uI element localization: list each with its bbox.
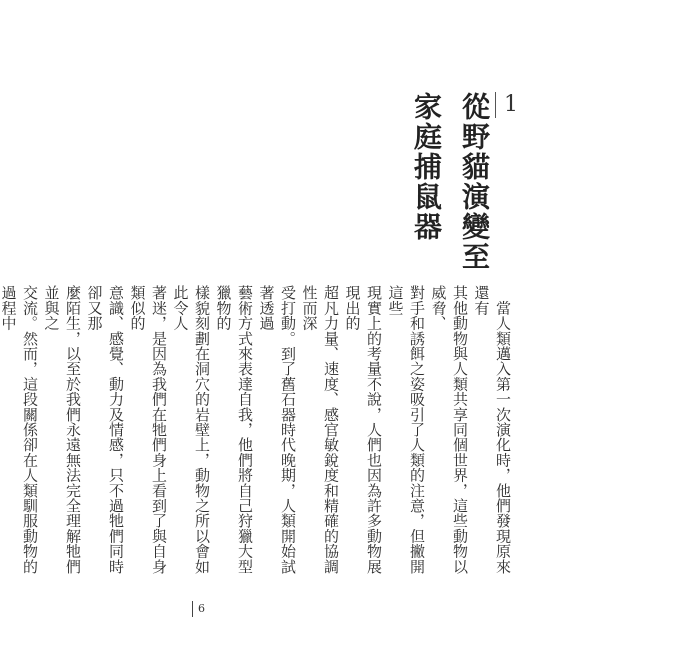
- body-paragraph: [0, 285, 513, 585]
- body-column: 當人類邁入第一次演化時，他們發現原來還有: [472, 285, 512, 574]
- body-column: 受打動。到了舊石器時代晚期，人類開始試著透過: [257, 285, 297, 574]
- body-column: 交流。然而，這段關係卻在人類馴服動物的過程中: [0, 285, 39, 574]
- body-column: 著迷，是因為我們在牠們身上看到了與自身類似的: [128, 285, 168, 574]
- body-column: 意識、感覺、動力及情感，只不過牠們同時卻又那: [85, 285, 125, 574]
- body-column: 其他動物與人類共享同個世界，這些動物以威脅、: [429, 285, 469, 574]
- page-number-rule: [192, 601, 193, 617]
- body-column: 現實上的考量不說，人們也因為許多動物展現出的: [343, 285, 383, 574]
- chapter-title-line-2: 家庭捕鼠器: [410, 92, 443, 242]
- body-column: 對手和誘餌之姿吸引了人類的注意，但撇開這些: [386, 285, 426, 574]
- page-number: 6: [198, 602, 205, 615]
- body-column: 樣貌刻劃在洞穴的岩壁上，動物之所以會如此令人: [171, 285, 211, 574]
- chapter-number: 1: [504, 92, 518, 117]
- body-column: 藝術方式來表達自我，他們將自己狩獵大型獵物的: [214, 285, 254, 574]
- chapter-title-line-1: 從野貓演變至: [458, 92, 491, 272]
- body-column: 麼陌生，以至於我們永遠無法完全理解牠們並與之: [42, 285, 82, 574]
- body-column: 超凡力量、速度、感官敏銳度和精確的協調性而深: [300, 285, 340, 574]
